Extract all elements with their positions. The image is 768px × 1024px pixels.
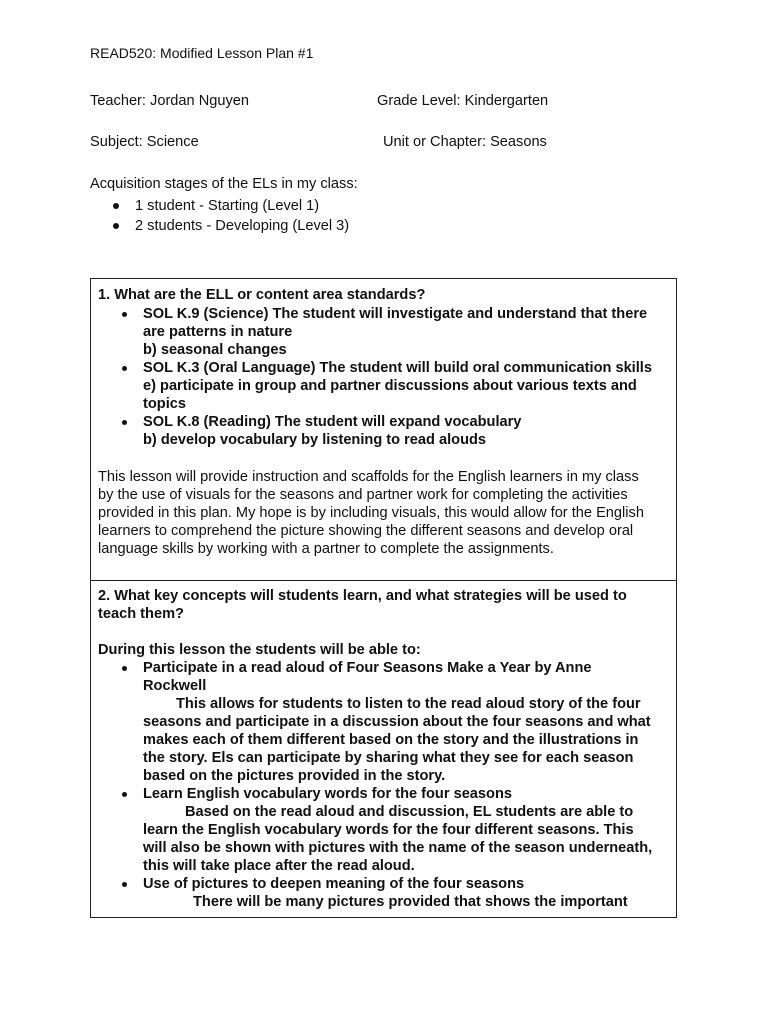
concept-detail: seasons and participate in a discussion about the four seasons and what [143,714,651,730]
standard-line: b) seasonal changes [143,342,287,358]
list-item [110,196,349,216]
concept-detail: will also be shown with pictures with the name of the season underneath, [143,840,653,856]
bullet-icon [113,203,119,209]
table-cell-standards [91,279,676,581]
bullet-icon [122,312,127,317]
bullet-icon [122,366,127,371]
concept-detail: This allows for students to listen to the read aloud story of the four [176,696,641,712]
concept-title: Learn English vocabulary words for the four seasons [143,786,512,802]
concept-detail: There will be many pictures provided that shows the important [193,894,628,910]
standard-line: b) develop vocabulary by listening to read alouds [143,432,487,448]
bullet-icon [122,666,127,671]
list-item-text: 1 student - Starting (Level 1) [135,198,320,214]
standard-line: SOL K.3 (Oral Language) The student will build oral communication skills [143,360,652,376]
teacher-field: Teacher: Jordan Nguyen [90,93,250,109]
concept-detail: this will take place after the read aloud. [143,858,415,874]
section-2-intro: During this lesson the students will be able to: [98,642,421,658]
bullet-icon [122,882,127,887]
paragraph-line: provided in this plan. My hope is by including visuals, this would allow for the English [98,505,644,521]
concept-title: Participate in a read aloud of Four Seasons Make a Year by Anne [143,660,592,676]
bullet-icon [122,420,127,425]
bullet-icon [113,223,119,229]
section-1-question: 1. What are the ELL or content area standards? [98,287,426,303]
list-item-text: 2 students - Developing (Level 3) [135,218,350,234]
unit-field: Unit or Chapter: Seasons [383,134,547,150]
section-2-question: teach them? [98,606,184,622]
paragraph-line: learners to comprehend the picture showing the different seasons and develop oral [98,523,634,539]
acquisition-list [110,196,349,236]
standard-line: e) participate in group and partner discussions about various texts and [143,378,637,394]
table-cell-key-concepts [91,581,676,918]
concept-detail: Based on the read aloud and discussion, EL students are able to [185,804,634,820]
list-item [110,216,349,236]
concept-detail: based on the pictures provided in the story. [143,768,446,784]
standard-line: SOL K.8 (Reading) The student will expand vocabulary [143,414,522,430]
concept-detail: makes each of them different based on the story and the illustrations in [143,732,639,748]
concept-title: Rockwell [143,678,207,694]
paragraph-line: by the use of visuals for the seasons and partner work for completing the activities [98,487,628,503]
standard-line: are patterns in nature [143,324,293,340]
concept-detail: learn the English vocabulary words for the four different seasons. This [143,822,634,838]
concept-title: Use of pictures to deepen meaning of the four seasons [143,876,525,892]
paragraph-line: This lesson will provide instruction and scaffolds for the English learners in my class [98,469,639,485]
subject-field: Subject: Science [90,134,199,150]
section-2-question: 2. What key concepts will students learn, and what strategies will be used to [98,588,627,604]
acquisition-intro: Acquisition stages of the ELs in my class: [90,176,358,192]
standard-line: topics [143,396,186,412]
grade-level-field: Grade Level: Kindergarten [377,93,549,109]
document-title: READ520: Modified Lesson Plan #1 [90,45,314,61]
concept-detail: the story. Els can participate by sharing what they see for each season [143,750,634,766]
lesson-plan-table [90,278,677,918]
standard-line: SOL K.9 (Science) The student will investigate and understand that there [143,306,648,322]
bullet-icon [122,792,127,797]
paragraph-line: language skills by working with a partner to complete the assignments. [98,541,554,557]
